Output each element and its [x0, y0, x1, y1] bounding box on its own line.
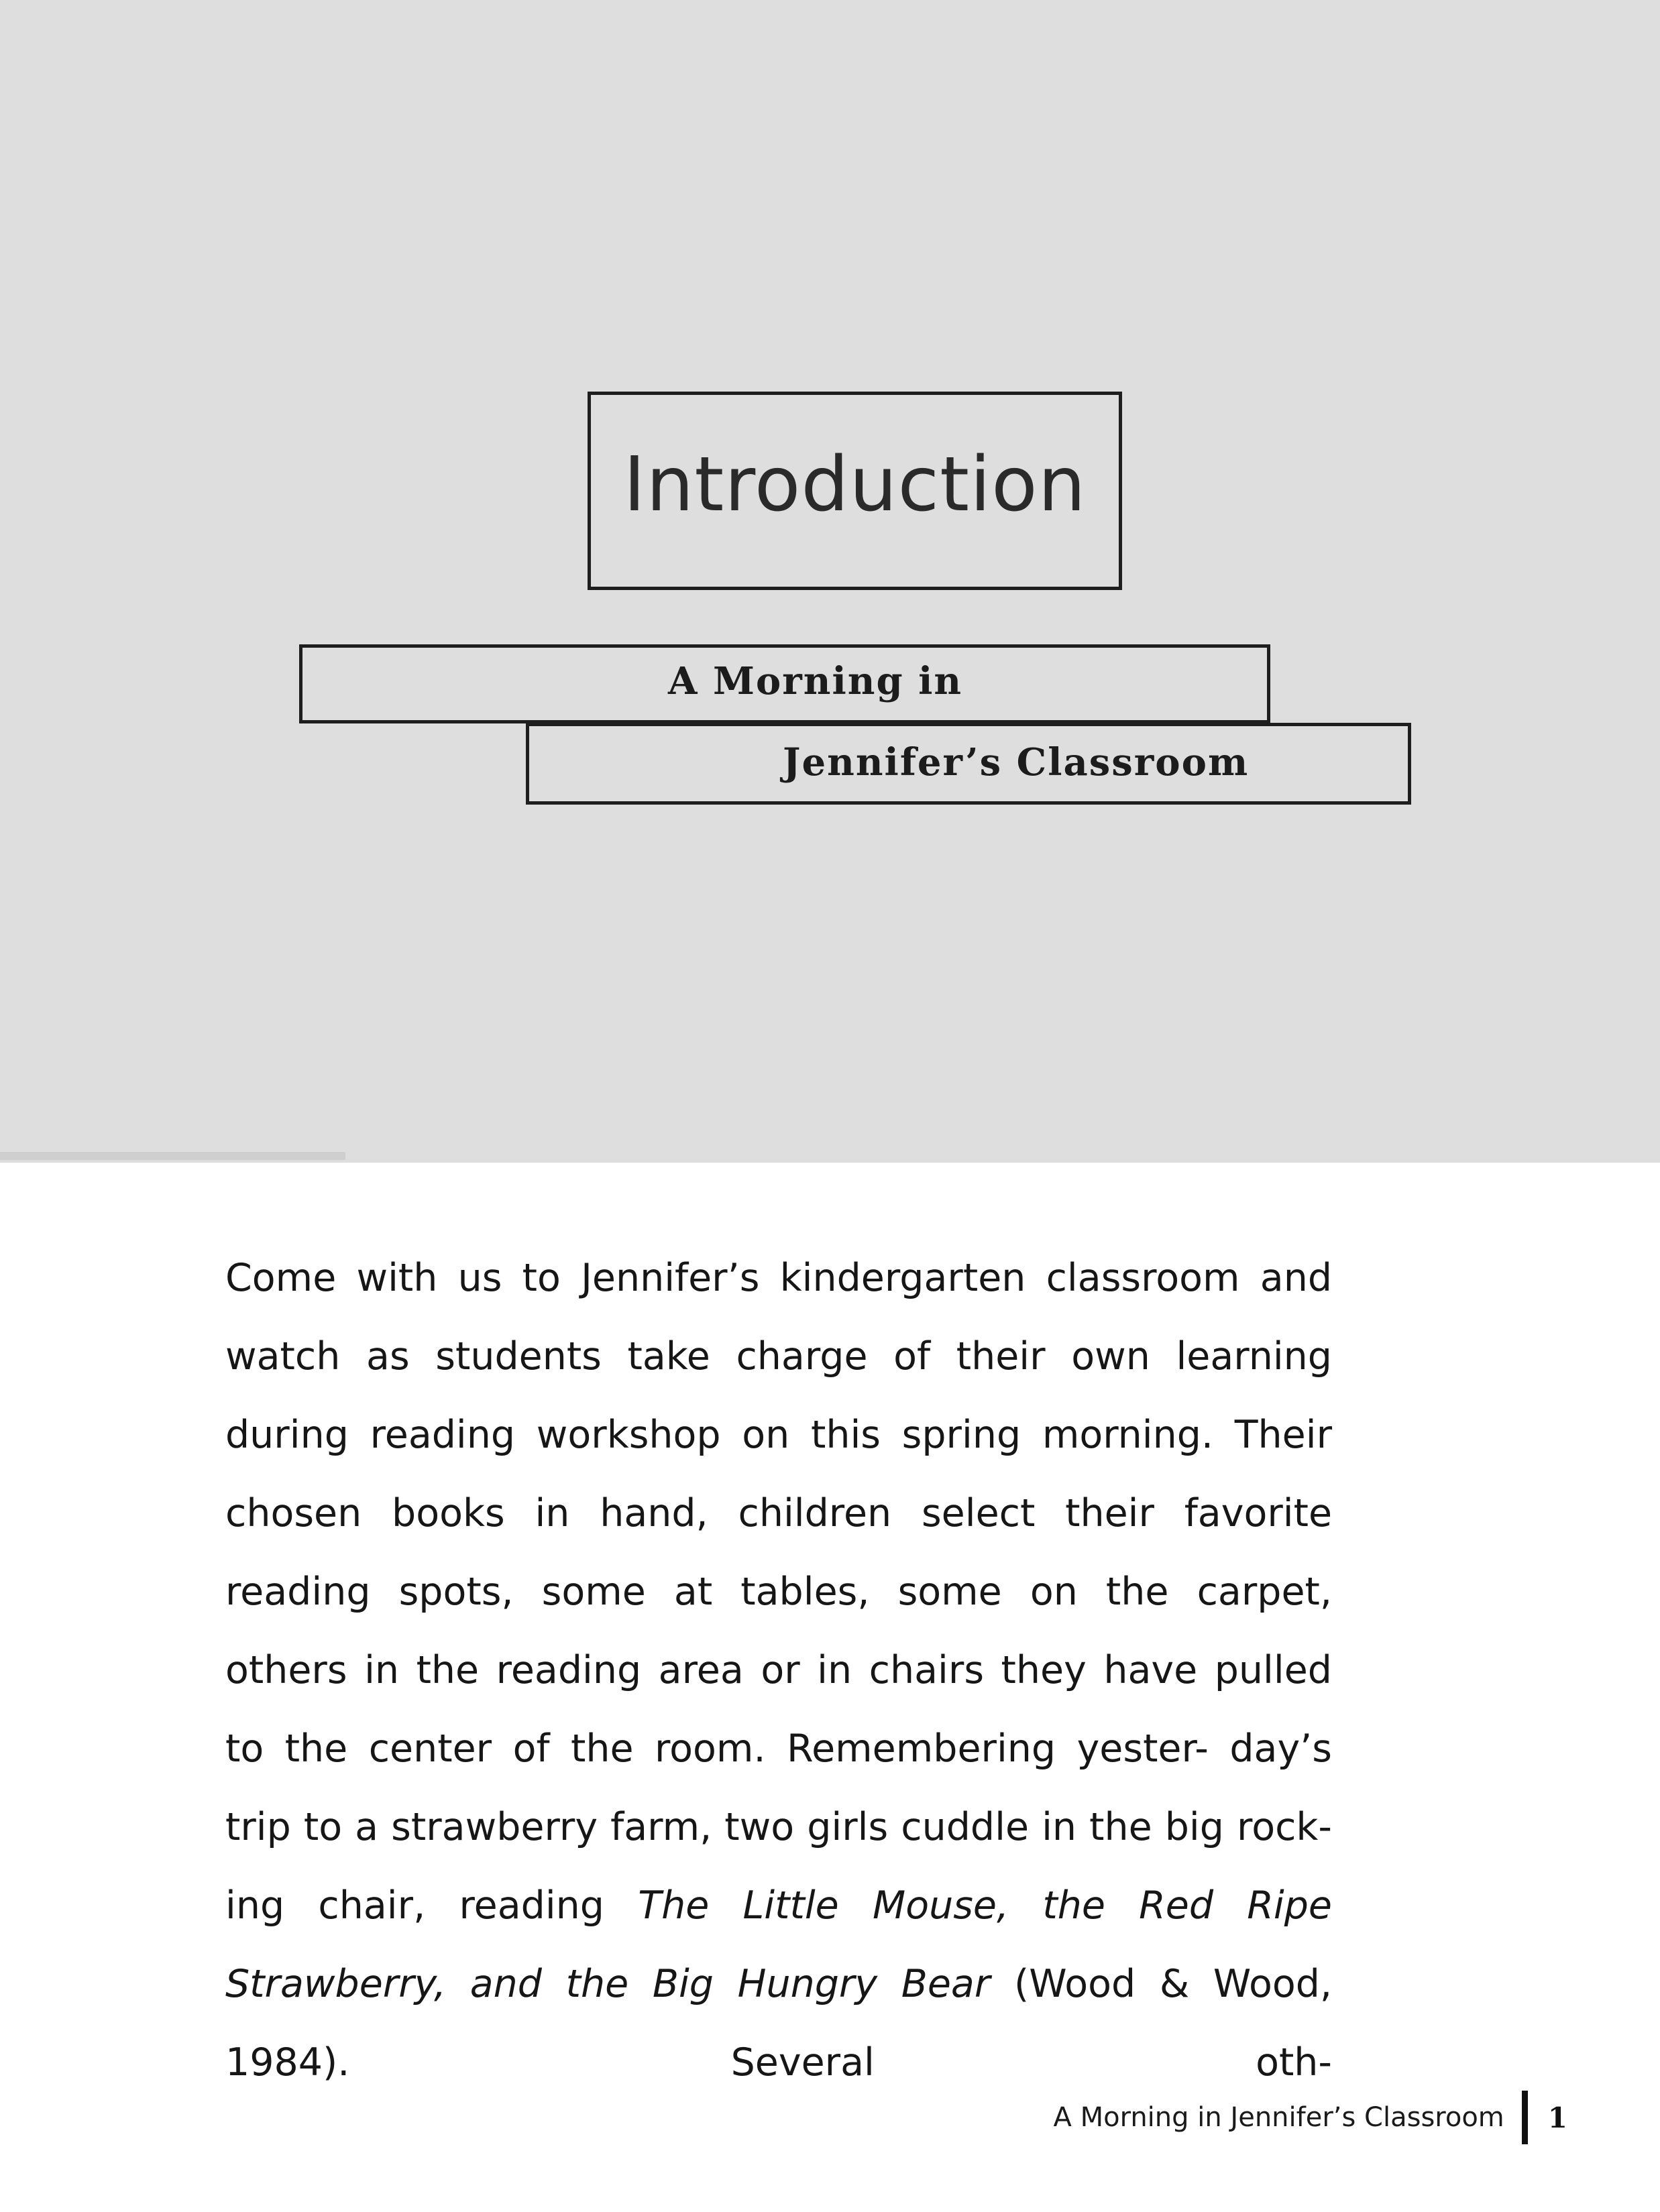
page-footer: [1054, 2091, 1567, 2144]
footer-divider: [1522, 2091, 1528, 2144]
body-line: some on the carpet, others in the reading area or in chairs they: [225, 1570, 1332, 1692]
chapter-label-box: [588, 392, 1122, 590]
body-line: Come with us to Jennifer’s kindergarten classroom and watch: [225, 1256, 1332, 1379]
chapter-title-line2: Jennifer’s Classroom: [783, 740, 1250, 784]
chapter-label: Introduction: [623, 441, 1087, 528]
body-line: workshop on this spring morning. Their chosen books in hand,: [225, 1413, 1333, 1535]
chapter-title-box-line1: [299, 644, 1270, 723]
body-line: ing chair, reading: [225, 1883, 639, 1928]
page-number: 1: [1547, 2101, 1567, 2134]
chapter-title-box-line2: [526, 723, 1411, 805]
body-line: children select their favorite reading spots, some at tables,: [225, 1491, 1333, 1614]
citation-tail: (Wood & Wood, 1984). Several oth-: [225, 1962, 1332, 2085]
body-paragraph: [225, 1239, 1332, 2102]
book-title-part1: The Little Mouse, the Red Ripe Strawberry,: [225, 1883, 1332, 2006]
header-band-edge: [0, 1152, 345, 1160]
body-line: day’s trip to a strawberry farm, two girls cuddle in the big rock-: [225, 1727, 1333, 1849]
body-line: have pulled to the center of the room. Remembering yester-: [225, 1648, 1332, 1771]
book-title-part2: and the Big Hungry Bear: [469, 1962, 991, 2006]
running-title: A Morning in Jennifer’s Classroom: [1053, 2102, 1504, 2133]
chapter-title-line1: A Morning in: [668, 659, 963, 703]
body-line: as students take charge of their own learning during reading: [225, 1334, 1332, 1457]
